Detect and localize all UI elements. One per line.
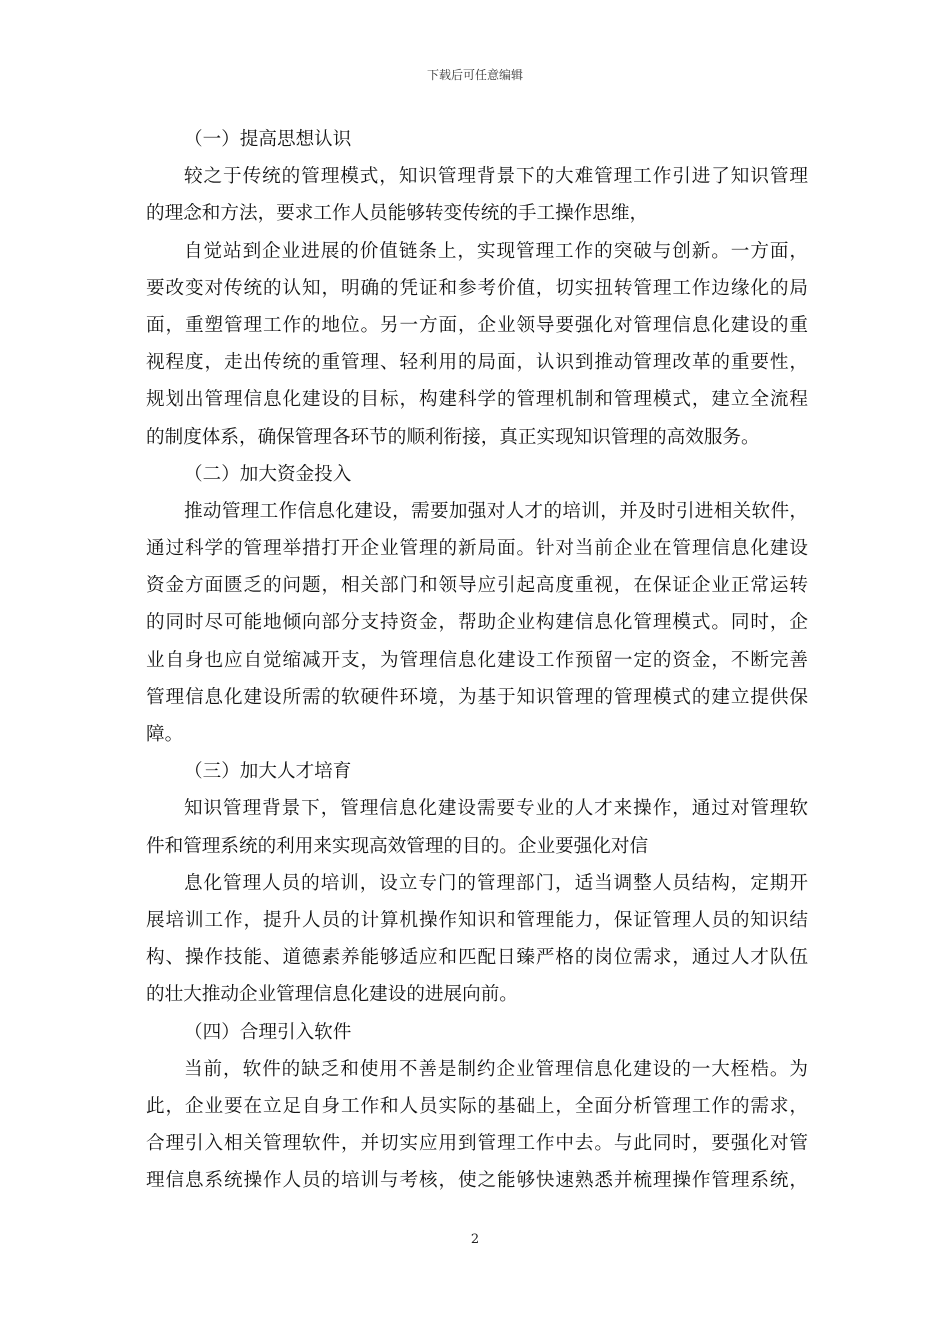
paragraph-line: 推动管理工作信息化建设，需要加强对人才的培训，并及时引进相关软件， bbox=[184, 500, 808, 522]
section-heading-4: （四）合理引入软件 bbox=[184, 1021, 352, 1043]
paragraph-line: 构、操作技能、道德素养能够适应和匹配日臻严格的岗位需求，通过人才队伍 bbox=[146, 947, 808, 969]
paragraph-line: 息化管理人员的培训，设立专门的管理部门，适当调整人员结构，定期开 bbox=[184, 872, 808, 894]
paragraph-line: 合理引入相关管理软件，并切实应用到管理工作中去。与此同时，要强化对管 bbox=[146, 1133, 808, 1155]
paragraph-line: 的理念和方法，要求工作人员能够转变传统的手工操作思维， bbox=[146, 203, 649, 225]
paragraph-line: 视程度，走出传统的重管理、轻利用的局面，认识到推动管理改革的重要性， bbox=[146, 352, 808, 374]
paragraph-line: 业自身也应自觉缩减开支，为管理信息化建设工作预留一定的资金，不断完善 bbox=[146, 649, 808, 671]
paragraph-line: 障。 bbox=[146, 724, 184, 745]
paragraph-line: 知识管理背景下，管理信息化建设需要专业的人才来操作，通过对管理软 bbox=[184, 798, 808, 820]
page-number: 2 bbox=[470, 1232, 480, 1247]
document-body bbox=[146, 121, 808, 1199]
page-header: 下载后可任意编辑 bbox=[426, 68, 523, 82]
paragraph-line: 较之于传统的管理模式，知识管理背景下的大难管理工作引进了知识管理 bbox=[184, 166, 808, 188]
section-heading-1: （一）提高思想认识 bbox=[184, 129, 352, 150]
paragraph-line: 的制度体系，确保管理各环节的顺利衔接，真正实现知识管理的高效服务。 bbox=[146, 426, 760, 448]
paragraph-line: 展培训工作，提升人员的计算机操作知识和管理能力，保证管理人员的知识结 bbox=[146, 909, 808, 931]
paragraph-line: 通过科学的管理举措打开企业管理的新局面。针对当前企业在管理信息化建设 bbox=[146, 538, 808, 560]
paragraph-line: 要改变对传统的认知，明确的凭证和参考价值，切实扭转管理工作边缘化的局 bbox=[146, 277, 808, 299]
paragraph-line: 的同时尽可能地倾向部分支持资金，帮助企业构建信息化管理模式。同时，企 bbox=[146, 612, 808, 634]
paragraph-line: 资金方面匮乏的问题，相关部门和领导应引起高度重视，在保证企业正常运转 bbox=[146, 575, 808, 597]
paragraph-line: 面，重塑管理工作的地位。另一方面，企业领导要强化对管理信息化建设的重 bbox=[146, 314, 808, 336]
paragraph-line: 的壮大推动企业管理信息化建设的进展向前。 bbox=[146, 984, 518, 1006]
section-heading-3: （三）加大人才培育 bbox=[184, 761, 352, 783]
paragraph-line: 当前，软件的缺乏和使用不善是制约企业管理信息化建设的一大桎梏。为 bbox=[184, 1058, 808, 1080]
section-heading-2: （二）加大资金投入 bbox=[184, 463, 352, 485]
paragraph-line: 自觉站到企业进展的价值链条上，实现管理工作的突破与创新。一方面， bbox=[184, 240, 808, 262]
paragraph-line: 规划出管理信息化建设的目标，构建科学的管理机制和管理模式，建立全流程 bbox=[146, 389, 808, 411]
paragraph-line: 管理信息化建设所需的软硬件环境，为基于知识管理的管理模式的建立提供保 bbox=[146, 686, 808, 708]
paragraph-line: 件和管理系统的利用来实现高效管理的目的。企业要强化对信 bbox=[146, 835, 649, 857]
paragraph-line: 此，企业要在立足自身工作和人员实际的基础上，全面分析管理工作的需求， bbox=[146, 1095, 808, 1117]
paragraph-line: 理信息系统操作人员的培训与考核，使之能够快速熟悉并梳理操作管理系统， bbox=[146, 1170, 808, 1192]
